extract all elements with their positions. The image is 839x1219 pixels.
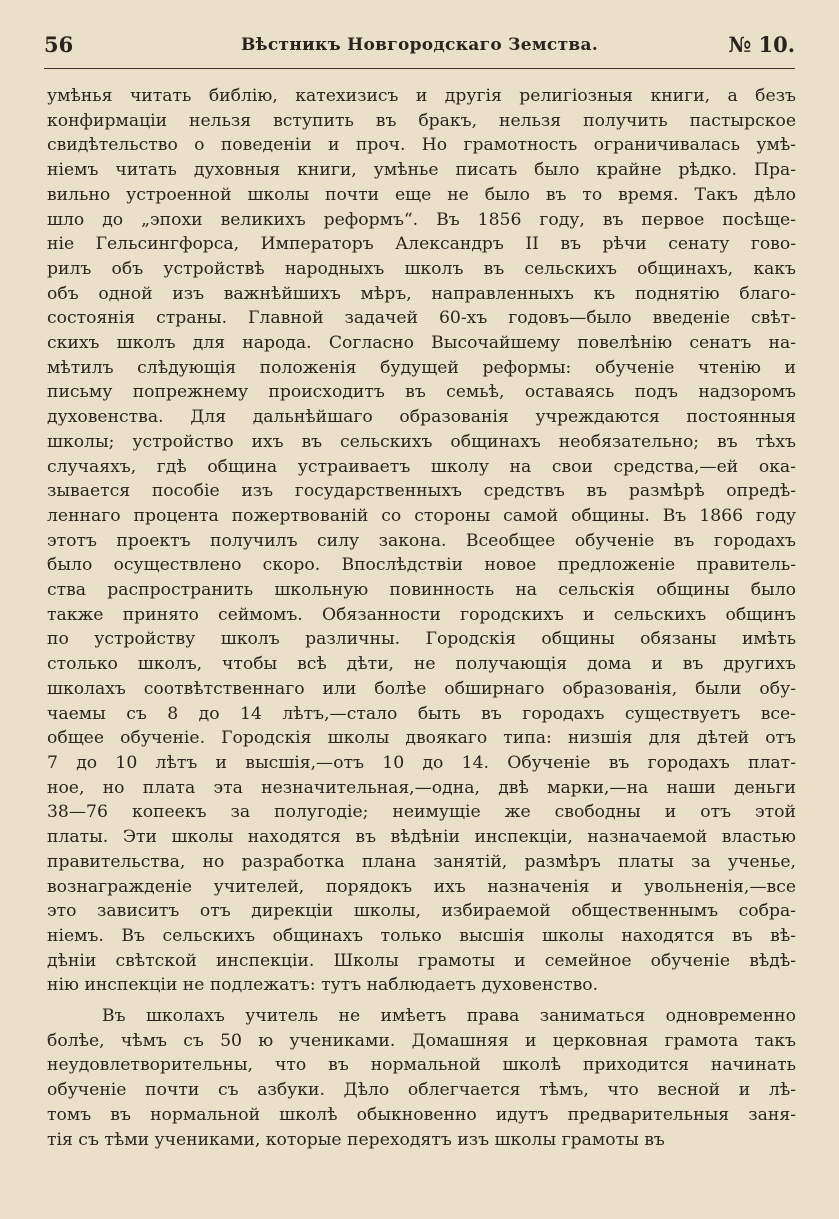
text-line: духовенства. Для дальнѣйшаго образованія учреждаются постоянныя (47, 407, 796, 428)
text-line: вознагражденіе учителей, порядокъ ихъ назначенія и увольненія,—все (47, 876, 796, 897)
text-line: скихъ школъ для народа. Согласно Высочайшему повелѣнію сенатъ на- (47, 333, 796, 354)
text-line: вильно устроенной школы почти еще не было въ то время. Такъ дѣло (47, 184, 796, 205)
text-line: ніемъ. Въ сельскихъ общинахъ только высшія школы находятся въ вѣ- (47, 925, 796, 946)
text-line: зывается пособіе изъ государственныхъ средствъ въ размѣрѣ опредѣ- (47, 481, 796, 502)
text-line: свидѣтельство о поведеніи и проч. Но грамотность ограничивалась умѣ- (47, 135, 796, 156)
text-line: 38—76 копеекъ за полугодіе; неимущіе же свободны и отъ этой (47, 802, 796, 823)
text-line: рилъ объ устройствѣ народныхъ школъ въ сельскихъ общинахъ, какъ (47, 258, 796, 279)
text-line: томъ въ нормальной школѣ обыкновенно идутъ предварительныя заня- (47, 1104, 796, 1125)
journal-title: Вѣстникъ Новгородскаго Земства. (240, 35, 599, 55)
text-line: школы; устройство ихъ въ сельскихъ общинахъ необязательно; въ тѣхъ (47, 431, 796, 452)
text-line: тія съ тѣми учениками, которые переходятъ изъ школы грамоты въ (47, 1129, 665, 1150)
text-line: платы. Эти школы находятся въ вѣдѣніи инспекціи, назначаемой властью (47, 827, 796, 848)
header-rule (44, 68, 795, 69)
paragraph-1 (47, 84, 796, 998)
text-line: нію инспекціи не подлежатъ: тутъ наблюдаетъ духовенство. (47, 975, 599, 996)
text-line: ное, но плата эта незначительная,—одна, двѣ марки,—на наши деньги (47, 777, 796, 798)
running-header (44, 30, 795, 70)
text-line: обученіе почти съ азбуки. Дѣло облегчается тѣмъ, что весной и лѣ- (47, 1080, 796, 1101)
text-line: ства распространить школьную повинность на сельскія общины было (47, 580, 796, 601)
text-line: 7 до 10 лѣтъ и высшія,—отъ 10 до 14. Обученіе въ городахъ плат- (47, 752, 796, 773)
text-line: мѣтилъ слѣдующія положенія будущей реформы: обученіе чтенію и (47, 357, 796, 378)
text-line: неудовлетворительны, что въ нормальной школѣ приходится начинать (47, 1055, 796, 1076)
text-line: объ одной изъ важнѣйшихъ мѣръ, направленныхъ къ поднятію благо- (47, 283, 796, 304)
text-line: леннаго процента пожертвованій со стороны самой общины. Въ 1866 году (47, 505, 796, 526)
text-line: было осуществлено скоро. Впослѣдствіи новое предложеніе правитель- (47, 555, 796, 576)
text-line: случаяхъ, гдѣ община устраиваетъ школу на свои средства,—ей ока- (47, 456, 796, 477)
text-line: столько школъ, чтобы всѣ дѣти, не получающія дома и въ другихъ (47, 654, 796, 675)
text-line: чаемы съ 8 до 14 лѣтъ,—стало быть въ городахъ существуетъ все- (47, 703, 796, 724)
text-line: болѣе, чѣмъ съ 50 ю учениками. Домашняя и церковная грамота такъ (47, 1030, 796, 1051)
text-line: шло до „эпохи великихъ реформъ“. Въ 1856 году, въ первое посѣще- (47, 209, 796, 230)
text-line: школахъ соотвѣтственнаго или болѣе обширнаго образованія, были обу- (47, 678, 796, 699)
text-line: общее обученіе. Городскія школы двоякаго типа: низшія для дѣтей отъ (47, 728, 796, 749)
text-line: ніе Гельсингфорса, Императоръ Александръ II въ рѣчи сенату гово- (47, 234, 796, 255)
text-line: это зависитъ отъ дирекціи школы, избираемой общественнымъ собра- (47, 901, 796, 922)
text-line: состоянія страны. Главной задачей 60-хъ годовъ—было введеніе свѣт- (47, 308, 796, 329)
text-line: дѣніи свѣтской инспекціи. Школы грамоты и семейное обученіе вѣдѣ- (47, 950, 796, 971)
issue-number: № 10. (728, 32, 795, 57)
text-line: конфирмаціи нельзя вступить въ бракъ, нельзя получить пастырское (47, 110, 796, 131)
text-line: Въ школахъ учитель не имѣетъ права заниматься одновременно (102, 1006, 796, 1027)
text-line: также принято сеймомъ. Обязанности городскихъ и сельскихъ общинъ (47, 604, 796, 625)
page-number: 56 (44, 32, 74, 57)
text-line: умѣнья читать библію, катехизисъ и другія религіозныя книги, а безъ (47, 86, 796, 106)
body-text (47, 84, 796, 1152)
text-line: письму попрежнему происходитъ въ семьѣ, оставаясь подъ надзоромъ (47, 382, 796, 403)
text-line: этотъ проектъ получилъ силу закона. Всеобщее обученіе въ городахъ (47, 530, 796, 551)
text-line: по устройству школъ различны. Городскія общины обязаны имѣть (47, 629, 796, 650)
paragraph-2 (47, 1004, 796, 1152)
text-line: ніемъ читать духовныя книги, умѣнье писать было крайне рѣдко. Пра- (47, 160, 796, 181)
text-line: правительства, но разработка плана занятій, размѣръ платы за ученье, (47, 851, 796, 872)
